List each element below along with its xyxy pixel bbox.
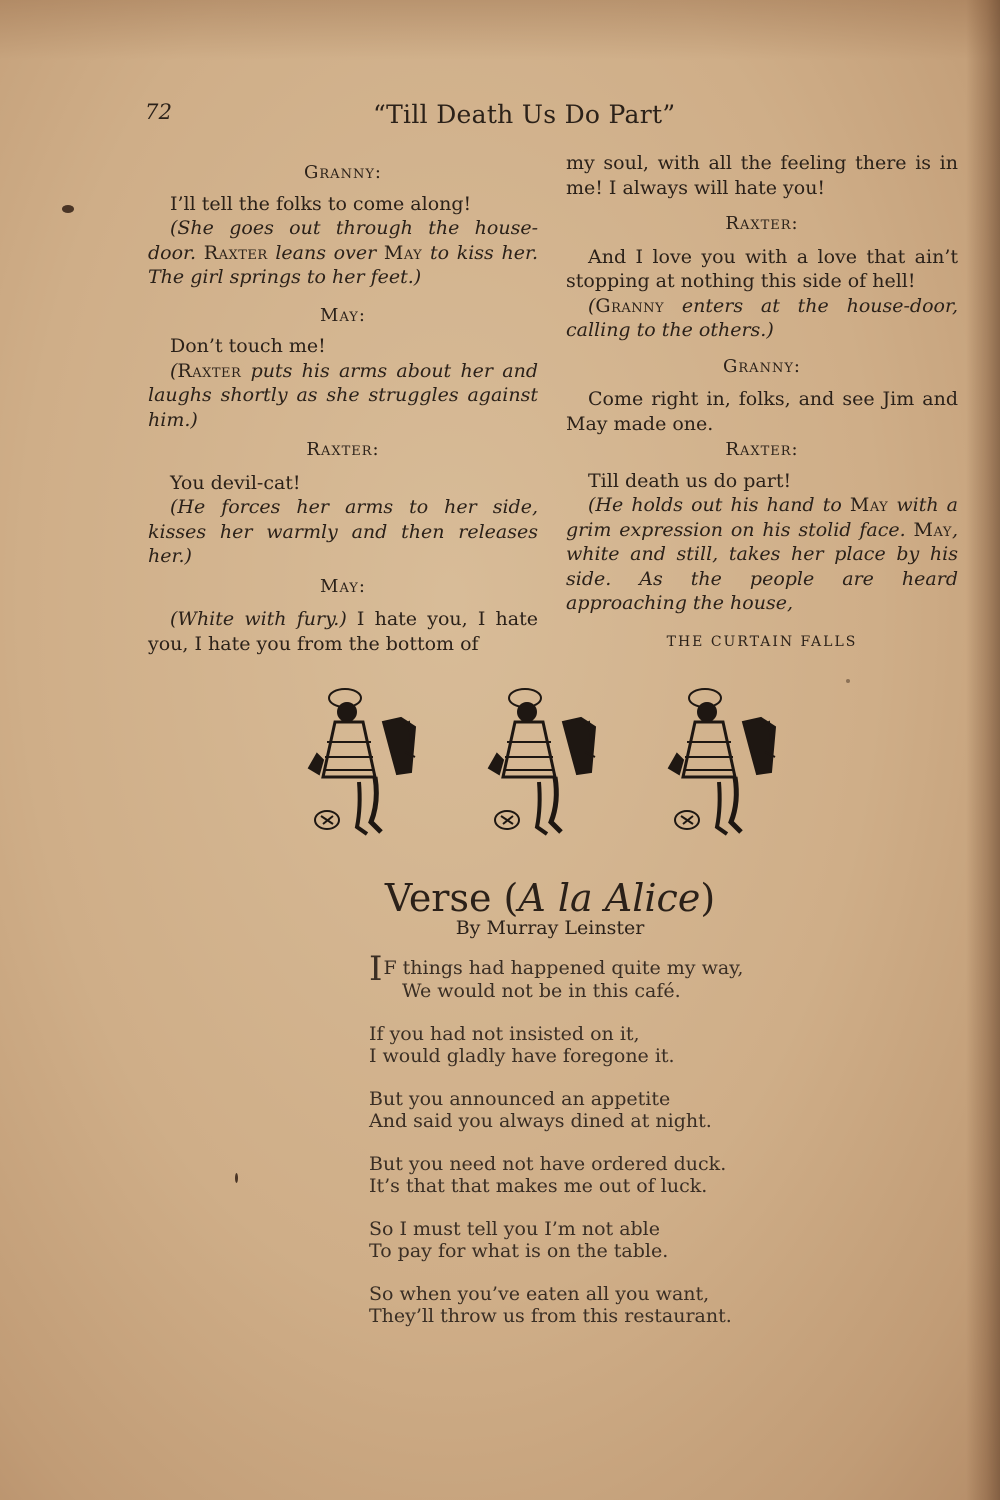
direction-text: to kiss her. The girl springs to her feet.) xyxy=(148,241,538,288)
dialogue-text: I hate you, I hate you, I hate you from the bottom of xyxy=(148,608,538,655)
poem-stanza xyxy=(369,1153,829,1197)
page-shadow-right xyxy=(966,0,1000,1500)
dialogue-line: Come right in, folks, and see Jim and May made one. xyxy=(566,388,958,435)
poem-stanza xyxy=(369,1283,829,1327)
paper-speck xyxy=(235,1173,238,1183)
direction-text: leans over xyxy=(267,241,384,264)
paper-speck xyxy=(846,679,850,683)
left-column xyxy=(148,155,538,656)
right-column xyxy=(566,152,958,654)
stage-direction xyxy=(148,359,538,433)
drop-cap: I xyxy=(369,949,383,989)
dialogue-line: And I love you with a love that ain’t stopping at nothing this side of hell! xyxy=(566,245,958,292)
poem-stanza xyxy=(369,949,829,1002)
direction-text: with a grim expression on his stolid face. xyxy=(566,494,958,541)
dialogue-line xyxy=(148,607,538,656)
dialogue-line: I’ll tell the folks to come along! xyxy=(170,192,472,215)
poem-line: So when you’ve eaten all you want, xyxy=(369,1283,710,1305)
poem-line: But you need not have ordered duck. xyxy=(369,1153,727,1175)
poem-line: I would gladly have foregone it. xyxy=(369,1045,675,1067)
poem-title xyxy=(300,876,800,920)
stage-direction xyxy=(148,216,538,290)
poem-line: So I must tell you I’m not able xyxy=(369,1218,661,1240)
stage-direction xyxy=(566,493,958,616)
character-name: Raxter xyxy=(203,241,268,264)
illustration-row xyxy=(305,682,795,842)
direction-text: ( xyxy=(588,294,596,317)
poem-line xyxy=(369,949,829,989)
page-number: 72 xyxy=(145,100,173,124)
poem-stanza xyxy=(369,1088,829,1132)
dialogue-line: my soul, with all the feeling there is in me! I always will hate you! xyxy=(566,152,958,199)
paper-speck xyxy=(62,205,74,213)
poem-line: If you had not insisted on it, xyxy=(369,1023,640,1045)
dialogue-line: Till death us do part! xyxy=(588,469,792,492)
direction-text: ( xyxy=(170,359,178,382)
direction-text: , white and still, takes her place by his side. As the people are heard approaching the house, xyxy=(566,518,958,614)
poem-body xyxy=(369,949,829,1348)
stage-direction xyxy=(566,294,958,343)
poem-title-text: ) xyxy=(700,876,716,920)
poem-line: They’ll throw us from this restaurant. xyxy=(369,1305,732,1327)
running-header xyxy=(145,100,965,134)
direction-text: (He holds out his hand to xyxy=(588,494,850,516)
poem-title-italic: A la Alice xyxy=(518,876,701,920)
speaker-heading: Granny: xyxy=(304,162,382,183)
speaker-heading: Granny: xyxy=(723,355,801,377)
direction-text: (She goes out through the house-door. xyxy=(148,217,538,264)
curtain-note: THE CURTAIN FALLS xyxy=(666,633,858,650)
page-shadow-top xyxy=(0,0,1000,60)
poem-line: And said you always dined at night. xyxy=(369,1110,712,1132)
poem-stanza xyxy=(369,1023,829,1067)
stage-direction: (White with fury.) xyxy=(170,608,347,630)
stage-direction: (He forces her arms to her side, kisses her warmly and then releases her.) xyxy=(148,496,538,567)
direction-text: puts his arms about her and laughs shortly as she struggles against him.) xyxy=(148,359,538,431)
poem-line: To pay for what is on the table. xyxy=(369,1240,669,1262)
poem-line: But you announced an appetite xyxy=(369,1088,671,1110)
figure-illustration-icon xyxy=(305,682,435,842)
figure-illustration-icon xyxy=(485,682,615,842)
poem-byline: By Murray Leinster xyxy=(455,917,645,939)
poem-line: We would not be in this café. xyxy=(402,980,681,1002)
character-name: Granny xyxy=(595,294,665,317)
direction-text: enters at the house-door, calling to the others.) xyxy=(566,294,958,341)
speaker-heading: Raxter: xyxy=(306,439,380,460)
character-name: May xyxy=(383,241,423,264)
poem-title-text: Verse ( xyxy=(384,876,519,920)
character-name: May xyxy=(849,494,889,516)
speaker-heading: Raxter: xyxy=(725,439,799,460)
running-title: “Till Death Us Do Part” xyxy=(373,100,676,129)
dialogue-line: Don’t touch me! xyxy=(170,335,326,357)
figure-illustration-icon xyxy=(665,682,795,842)
character-name: Raxter xyxy=(177,359,242,382)
poem-line: It’s that that makes me out of luck. xyxy=(369,1175,708,1197)
speaker-heading: May: xyxy=(320,304,366,326)
poem-line-text: F things had happened quite my way, xyxy=(383,957,744,979)
dialogue-line: You devil-cat! xyxy=(170,471,301,494)
speaker-heading: May: xyxy=(320,575,366,597)
character-name: May xyxy=(913,518,952,541)
poem-stanza xyxy=(369,1218,829,1262)
speaker-heading: Raxter: xyxy=(725,213,799,234)
